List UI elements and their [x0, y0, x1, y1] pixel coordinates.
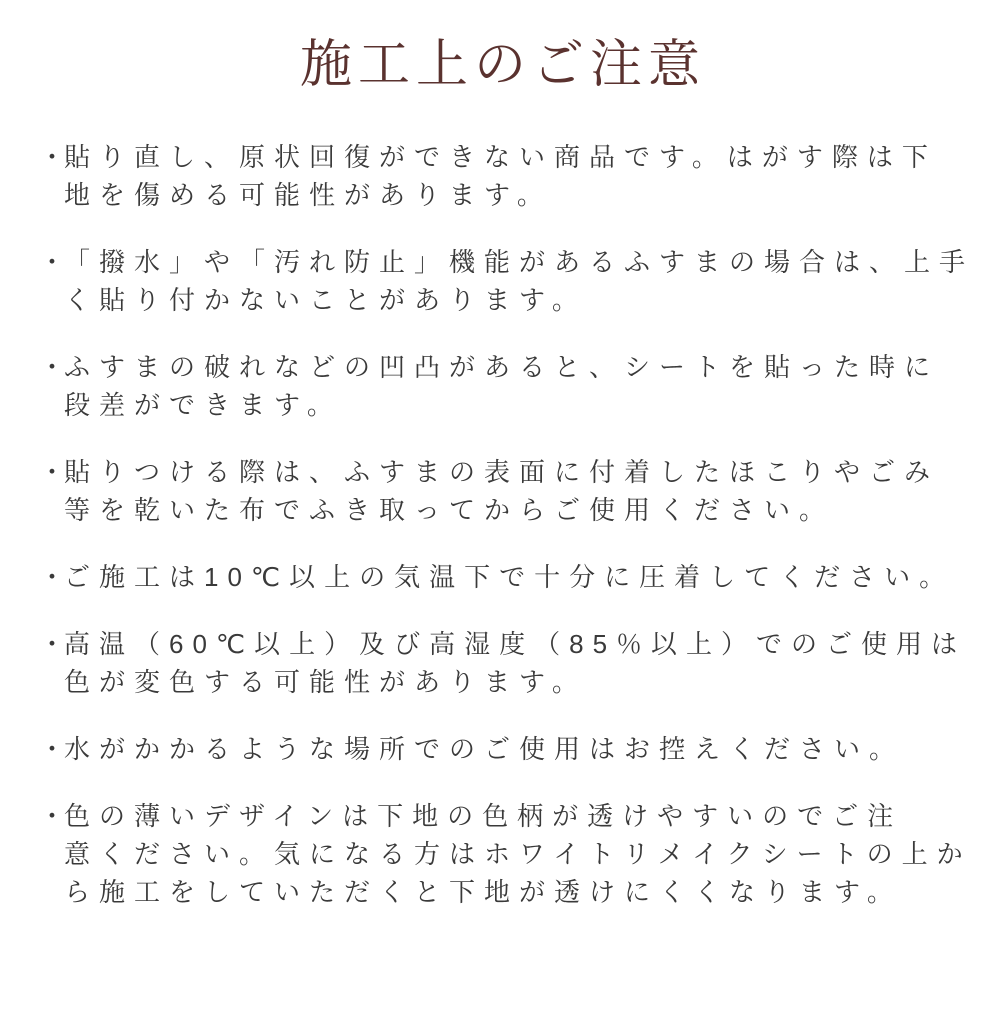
page-title: 施工上のご注意	[299, 36, 706, 94]
bullet-icon: ・	[39, 456, 66, 487]
page	[0, 36, 1000, 1036]
note-line: 色が変色する可能性があります。	[64, 666, 587, 697]
bullet-icon: ・	[39, 351, 66, 382]
note-item	[39, 625, 970, 701]
bullet-icon: ・	[39, 628, 66, 659]
note-line: 水がかかるような場所でのご使用はお控えください。	[64, 733, 905, 764]
bullet-icon: ・	[39, 246, 66, 277]
bullet-icon: ・	[39, 561, 66, 592]
note-line: 「撥水」や「汚れ防止」機能があるふすまの場合は、上手	[64, 246, 975, 277]
note-item	[39, 348, 970, 424]
note-item	[39, 558, 970, 596]
note-item	[39, 730, 970, 768]
note-line: ご施工は10℃以上の気温下で十分に圧着してください。	[64, 561, 955, 592]
note-line: 段差ができます。	[64, 389, 342, 420]
note-line: ら施工をしていただくと下地が透けにくくなります。	[64, 876, 902, 907]
note-line: 貼りつける際は、ふすまの表面に付着したほこりやごみ	[64, 456, 940, 487]
note-item	[39, 453, 970, 529]
note-line: く貼り付かないことがあります。	[64, 284, 587, 315]
note-line: 貼り直し、原状回復ができない商品です。はがす際は下	[64, 141, 937, 172]
note-line: 色の薄いデザインは下地の色柄が透けやすいのでご注	[64, 800, 903, 831]
bullet-icon: ・	[39, 800, 66, 831]
bullet-icon: ・	[39, 141, 66, 172]
notes-list	[0, 138, 1000, 911]
note-item	[39, 797, 972, 911]
bullet-icon: ・	[39, 733, 66, 764]
note-item	[39, 138, 970, 214]
installation-notice	[0, 36, 1000, 1036]
note-line: 等を乾いた布でふき取ってからご使用ください。	[64, 494, 835, 525]
note-line: 意ください。気になる方はホワイトリメイクシートの上か	[64, 838, 972, 869]
note-line: ふすまの破れなどの凹凸があると、シートを貼った時に	[64, 351, 940, 382]
note-line: 高温（60℃以上）及び高湿度（85％以上）でのご使用は	[64, 628, 967, 659]
note-line: 地を傷める可能性があります。	[64, 179, 552, 210]
note-item	[39, 243, 975, 319]
